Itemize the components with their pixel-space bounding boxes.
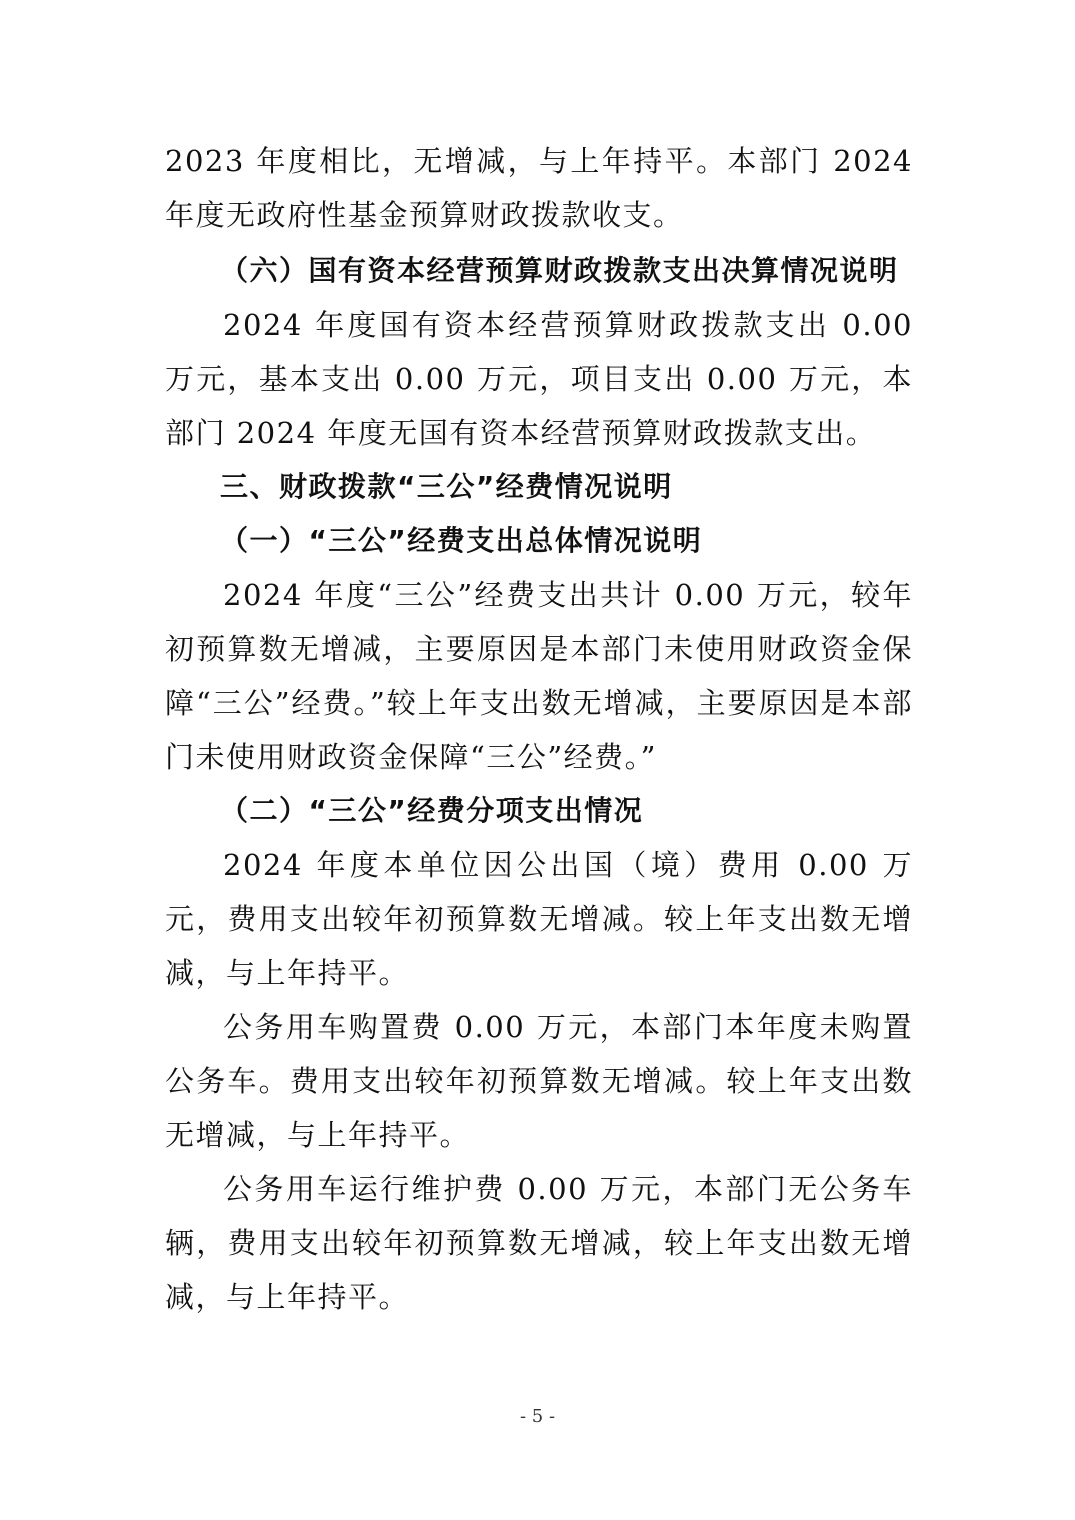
paragraph-three-public-total: 2024 年度“三公”经费支出共计 0.00 万元，较年初预算数无增减，主要原因是本部门未使用财政资金保障“三公”经费。”较上年支出数无增减，主要原因是本部门未使用财政资金保障“三公”经费。” [165,578,913,774]
section-heading-six: （六）国有资本经营预算财政拨款支出决算情况说明 [220,254,899,287]
paragraph-vehicle-purchase: 公务用车购置费 0.00 万元，本部门本年度未购置公务车。费用支出较年初预算数无增减。较上年支出数无增减，与上年持平。 [165,1010,913,1152]
paragraph-overseas-travel: 2024 年度本单位因公出国（境）费用 0.00 万元，费用支出较年初预算数无增减。较上年支出数无增减，与上年持平。 [165,848,913,990]
paragraph-vehicle-maintenance: 公务用车运行维护费 0.00 万元，本部门无公务车辆，费用支出较年初预算数无增减，较上年支出数无增减，与上年持平。 [165,1172,913,1314]
paragraph-state-capital: 2024 年度国有资本经营预算财政拨款支出 0.00 万元，基本支出 0.00 万元，项目支出 0.00 万元，本部门 2024 年度无国有资本经营预算财政拨款支出。 [165,308,913,450]
paragraph-continuation: 2023 年度相比，无增减，与上年持平。本部门 2024 年度无政府性基金预算财政拨款收支。 [165,144,913,232]
page-number: - 5 - [519,1406,556,1427]
section-heading-two: （二）“三公”经费分项支出情况 [220,794,644,827]
section-heading-one: （一）“三公”经费支出总体情况说明 [220,524,703,557]
section-heading-three: 三、财政拨款“三公”经费情况说明 [220,470,673,503]
